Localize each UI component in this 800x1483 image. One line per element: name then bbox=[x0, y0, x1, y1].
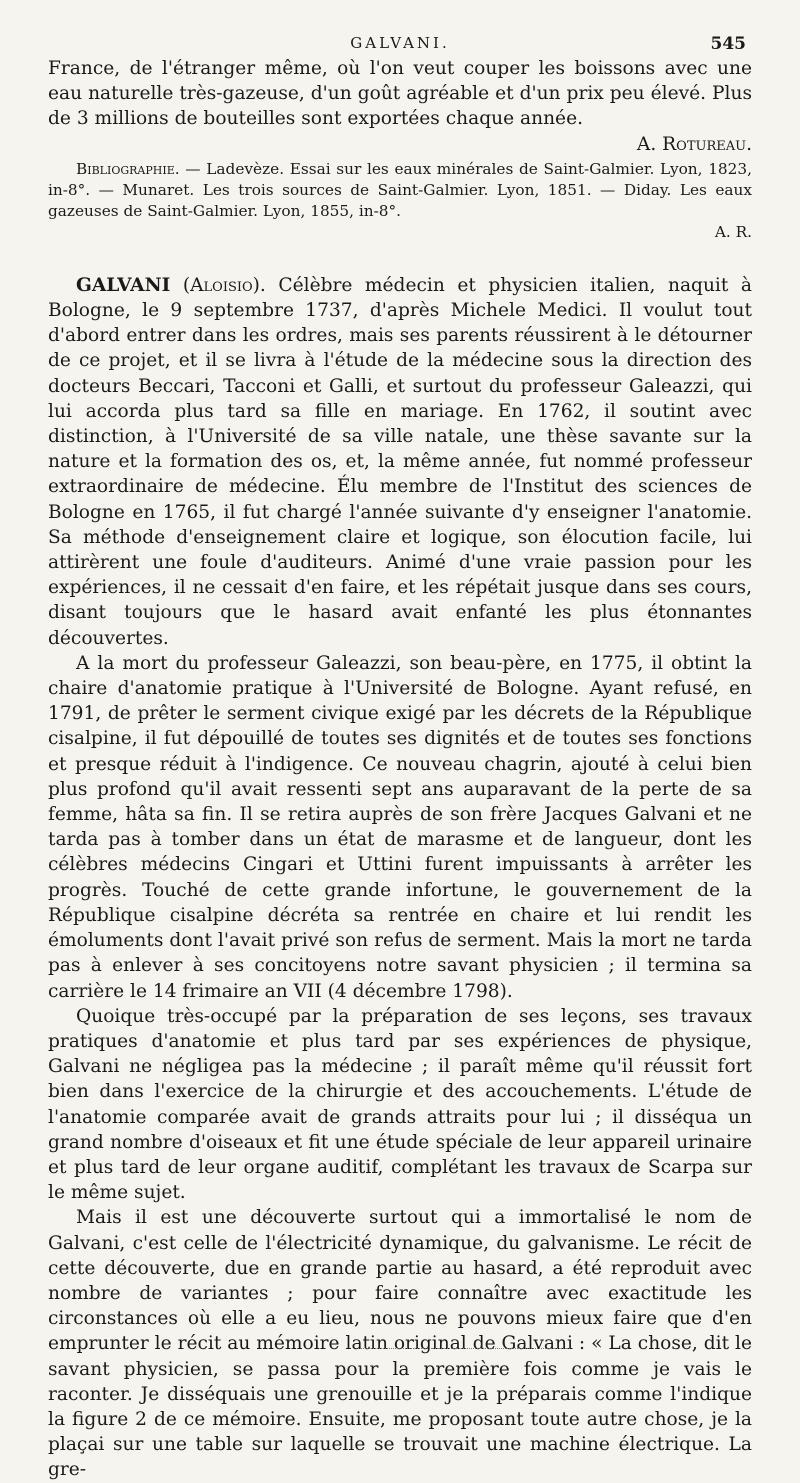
previous-entry-signature: A. Rotureau. bbox=[636, 133, 752, 155]
article-paragraph-4: Mais il est une découverte surtout qui a immortalisé le nom de Galvani, c'est celle de l'électricité dynamique, du galvanisme. Le récit de cette découverte, due en grande partie au hasard, a été reproduit avec nombre de variantes ; pour faire connaître avec exactitude les circonstances où elle a eu lieu, nous ne pouvons mieux faire que d'en emprunter le récit au mémoire latin original de Galvani : « La chose, dit le savant physicien, se passa pour la première fois comme je vais le raconter. Je disséquais une grenouille et je la préparais comme l'indique la figure 2 de ce mémoire. Ensuite, me proposant toute autre chose, je la plaçai sur une table sur laquelle se trouvait une machine électrique. La gre- bbox=[48, 1207, 752, 1481]
headword: GALVANI bbox=[76, 274, 171, 296]
article-paragraph-3: Quoique très-occupé par la préparation de ses leçons, ses travaux pratiques d'anatomie et plus tard par ses expériences de physique, Galvani ne négligea pas la médecine ; il paraît même qu'il réussit fort bien dans l'exercice de la chirurgie et des accouchements. L'étude de l'anatomie comparée avait de grands attraits pour lui ; il disséqua un grand nombre d'oiseaux et fit une étude spéciale de leur appareil urinaire et plus tard de leur organe auditif, complétant les travaux de Scarpa sur le même sujet. bbox=[48, 1005, 752, 1204]
previous-entry-paragraph: France, de l'étranger même, où l'on veut couper les boissons avec une eau naturelle très-gazeuse, d'un goût agréable et d'un prix peu élevé. Plus de 3 millions de bouteilles sont exportées chaque année. bbox=[48, 58, 752, 130]
previous-entry bbox=[48, 56, 752, 157]
bibliography bbox=[48, 159, 752, 243]
running-title: GALVANI. bbox=[350, 34, 450, 52]
headword-gloss: (Aloisio). bbox=[182, 274, 266, 296]
article-galvani bbox=[48, 273, 752, 1483]
bibliography-label: Bibliographie. bbox=[76, 159, 180, 178]
article-paragraph-2: A la mort du professeur Galeazzi, son beau-père, en 1775, il obtint la chaire d'anatomie pratique à l'Université de Bologne. Ayant refusé, en 1791, de prêter le serment civique exigé par les décrets de la République cisalpine, il fut dépouillé de toutes ses dignités et de toutes ses fonctions et presque réduit à l'indigence. Ce nouveau chagrin, ajouté à celui bien plus profond qu'il avait ressenti sept ans auparavant de la perte de sa femme, hâta sa fin. Il se retira auprès de son frère Jacques Galvani et ne tarda pas à tomber dans un état de marasme et de langueur, dont les célèbres médecins Cingari et Uttini furent impuissants à arrêter les progrès. Touché de cette grande infortune, le gouvernement de la République cisalpine décréta sa rentrée en chaire et lui rendit les émoluments dont l'avait privé son refus de serment. Mais la mort ne tarda pas à enlever à ses concitoyens notre savant physicien ; il termina sa carrière le 14 frimaire an VII (4 décembre 1798). bbox=[48, 652, 752, 1002]
bibliography-signature: A. R. bbox=[714, 222, 752, 241]
article-paragraph-1 bbox=[48, 273, 752, 651]
bibliography-text: — Ladevèze. Essai sur les eaux minérales de Saint-Galmier. Lyon, 1823, in-8°. — Munaret. Les trois sources de Saint-Galmier. Lyon, 1851. — Diday. Les eaux gazeuses de Saint-Galmier. Lyon, 1855, in-8°. bbox=[48, 159, 752, 220]
page-end-dotted-rule bbox=[360, 1348, 570, 1349]
running-head bbox=[48, 20, 752, 56]
bibliography-entry bbox=[48, 159, 752, 243]
page-number: 545 bbox=[710, 34, 746, 54]
paragraph-text: Célèbre médecin et physicien italien, naquit à Bologne, le 9 septembre 1737, d'après Michele Medici. Il voulut tout d'abord entrer dans les ordres, mais ses parents réussirent à le détourner de ce projet, et il se livra à l'étude de la médecine sous la direction des docteurs Beccari, Tacconi et Galli, et surtout du professeur Galeazzi, qui lui accorda plus tard sa fille en mariage. En 1762, il soutint avec distinction, à l'Université de sa ville natale, une thèse savante sur la nature et la formation des os, et, la même année, fut nommé professeur extraordinaire de médecine. Élu membre de l'Institut des sciences de Bologne en 1765, il fut chargé l'année suivante d'y enseigner l'anatomie. Sa méthode d'enseignement claire et logique, son élocution facile, lui attirèrent une foule d'auditeurs. Animé d'une vraie passion pour les expériences, il ne cessait d'en faire, et les répétait jusque dans ses cours, disant toujours que le hasard avait enfanté les plus étonnantes découvertes. bbox=[48, 274, 752, 649]
